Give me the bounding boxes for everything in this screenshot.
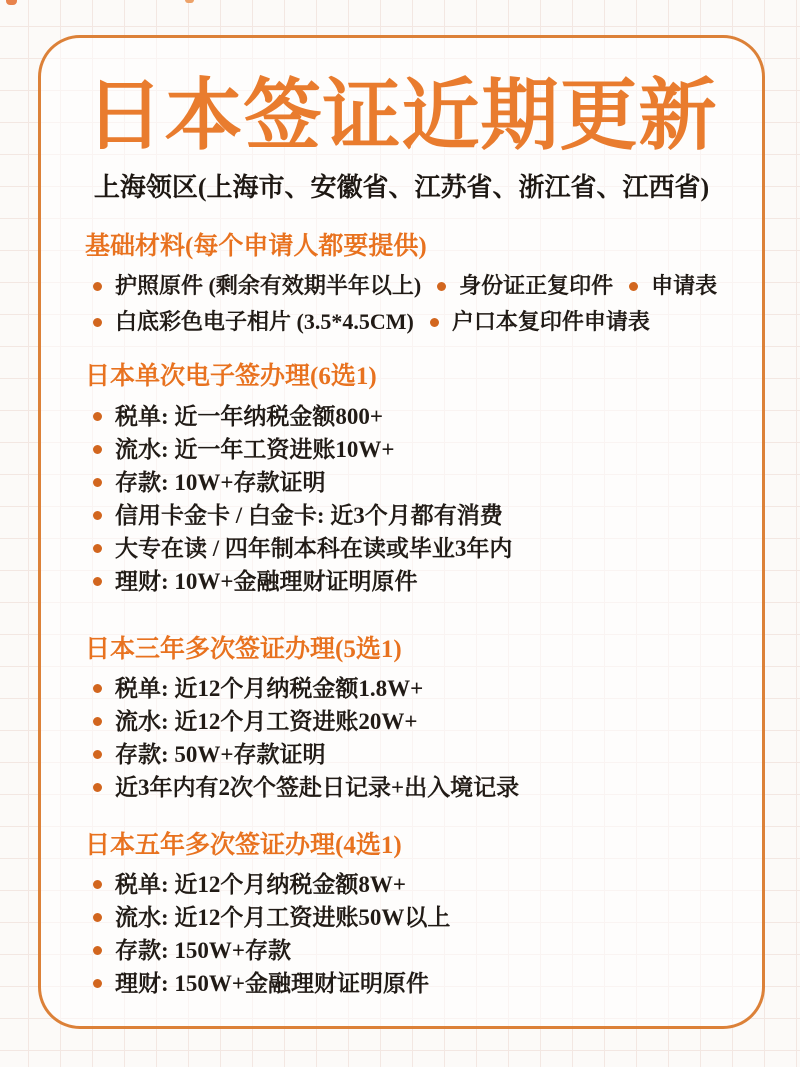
- list-item: [93, 771, 519, 804]
- decorative-top-dash: [185, 0, 194, 3]
- page-title: 日本签证近期更新: [85, 72, 718, 159]
- list-item: [93, 499, 503, 532]
- bullet-row: [93, 934, 718, 967]
- bullet-row: [93, 565, 718, 598]
- list-item: [93, 532, 512, 565]
- bullet-row: [93, 868, 718, 901]
- bullet-dot-icon: [93, 412, 102, 421]
- bullet-dot-icon: [93, 946, 102, 955]
- decorative-corner-mark: [6, 0, 17, 5]
- list-item-text: 身份证正复印件: [459, 273, 614, 299]
- list-item: [93, 901, 450, 934]
- list-item-text: 存款: 10W+存款证明: [115, 469, 326, 495]
- bullet-dot-icon: [629, 282, 638, 291]
- bullet-dot-icon: [93, 478, 102, 487]
- list-item-text: 税单: 近12个月纳税金额1.8W+: [115, 675, 424, 701]
- bullet-row: [93, 901, 718, 934]
- list-item-text: 流水: 近一年工资进账10W+: [115, 436, 395, 462]
- bullet-row: [93, 967, 718, 1000]
- bullet-row: [93, 269, 718, 303]
- list-item-text: 税单: 近12个月纳税金额8W+: [115, 872, 407, 898]
- list-item: [93, 466, 326, 499]
- list-item-text: 信用卡金卡 / 白金卡: 近3个月都有消费: [115, 502, 503, 528]
- list-item: [93, 934, 291, 967]
- bullet-dot-icon: [93, 880, 102, 889]
- list-item-text: 流水: 近12个月工资进账50W以上: [115, 905, 451, 931]
- list-item-text: 理财: 150W+金融理财证明原件: [115, 971, 430, 997]
- bullet-row: [93, 771, 718, 804]
- bullet-row: [93, 400, 718, 433]
- bullet-dot-icon: [93, 684, 102, 693]
- bullet-row: [93, 738, 718, 771]
- bullet-dot-icon: [93, 913, 102, 922]
- list-item: [93, 672, 423, 705]
- section-heading: 日本五年多次签证办理(4选1): [85, 831, 402, 859]
- section-heading: 日本三年多次签证办理(5选1): [85, 635, 402, 663]
- bullet-row: [93, 532, 718, 565]
- list-item: [93, 967, 429, 1000]
- list-item: [93, 269, 421, 303]
- list-item: [93, 433, 395, 466]
- bullet-dot-icon: [93, 717, 102, 726]
- bullet-dot-icon: [93, 979, 102, 988]
- list-item-text: 户口本复印件申请表: [451, 309, 650, 335]
- section-3: [85, 634, 718, 804]
- page-subtitle: 上海领区(上海市、安徽省、江苏省、浙江省、江西省): [93, 173, 710, 203]
- list-item: [430, 305, 650, 339]
- bullet-dot-icon: [430, 318, 439, 327]
- section-1: [85, 231, 718, 339]
- bullet-row: [93, 433, 718, 466]
- list-item: [437, 269, 613, 303]
- bullet-dot-icon: [93, 783, 102, 792]
- list-item: [93, 738, 326, 771]
- list-item: [629, 269, 717, 303]
- list-item: [93, 305, 414, 339]
- list-item-text: 存款: 150W+存款: [115, 938, 292, 964]
- list-item-text: 护照原件 (剩余有效期半年以上): [115, 273, 422, 299]
- bullet-row: [93, 672, 718, 705]
- list-item: [93, 400, 383, 433]
- list-item: [93, 565, 418, 598]
- list-item-text: 税单: 近一年纳税金额800+: [115, 403, 384, 429]
- list-item: [93, 705, 418, 738]
- poster-card: [38, 35, 765, 1029]
- bullet-dot-icon: [93, 577, 102, 586]
- bullet-row: [93, 466, 718, 499]
- section-4: [85, 830, 718, 1000]
- bullet-row: [93, 305, 718, 339]
- bullet-dot-icon: [93, 511, 102, 520]
- bullet-dot-icon: [437, 282, 446, 291]
- list-item-text: 存款: 50W+存款证明: [115, 741, 326, 767]
- bullet-row: [93, 499, 718, 532]
- bullet-dot-icon: [93, 445, 102, 454]
- list-item-text: 理财: 10W+金融理财证明原件: [115, 568, 418, 594]
- section-2: [85, 361, 718, 597]
- section-heading: 日本单次电子签办理(6选1): [85, 363, 377, 391]
- list-item: [93, 868, 406, 901]
- bullet-dot-icon: [93, 750, 102, 759]
- bullet-row: [93, 705, 718, 738]
- list-item-text: 流水: 近12个月工资进账20W+: [115, 708, 418, 734]
- section-heading: 基础材料(每个申请人都要提供): [85, 233, 427, 261]
- list-item-text: 近3年内有2次个签赴日记录+出入境记录: [115, 774, 520, 800]
- bullet-dot-icon: [93, 282, 102, 291]
- bullet-dot-icon: [93, 318, 102, 327]
- list-item-text: 大专在读 / 四年制本科在读或毕业3年内: [115, 535, 513, 561]
- list-item-text: 申请表: [651, 273, 718, 299]
- sections: [85, 231, 718, 1000]
- list-item-text: 白底彩色电子相片 (3.5*4.5CM): [115, 309, 414, 335]
- bullet-dot-icon: [93, 544, 102, 553]
